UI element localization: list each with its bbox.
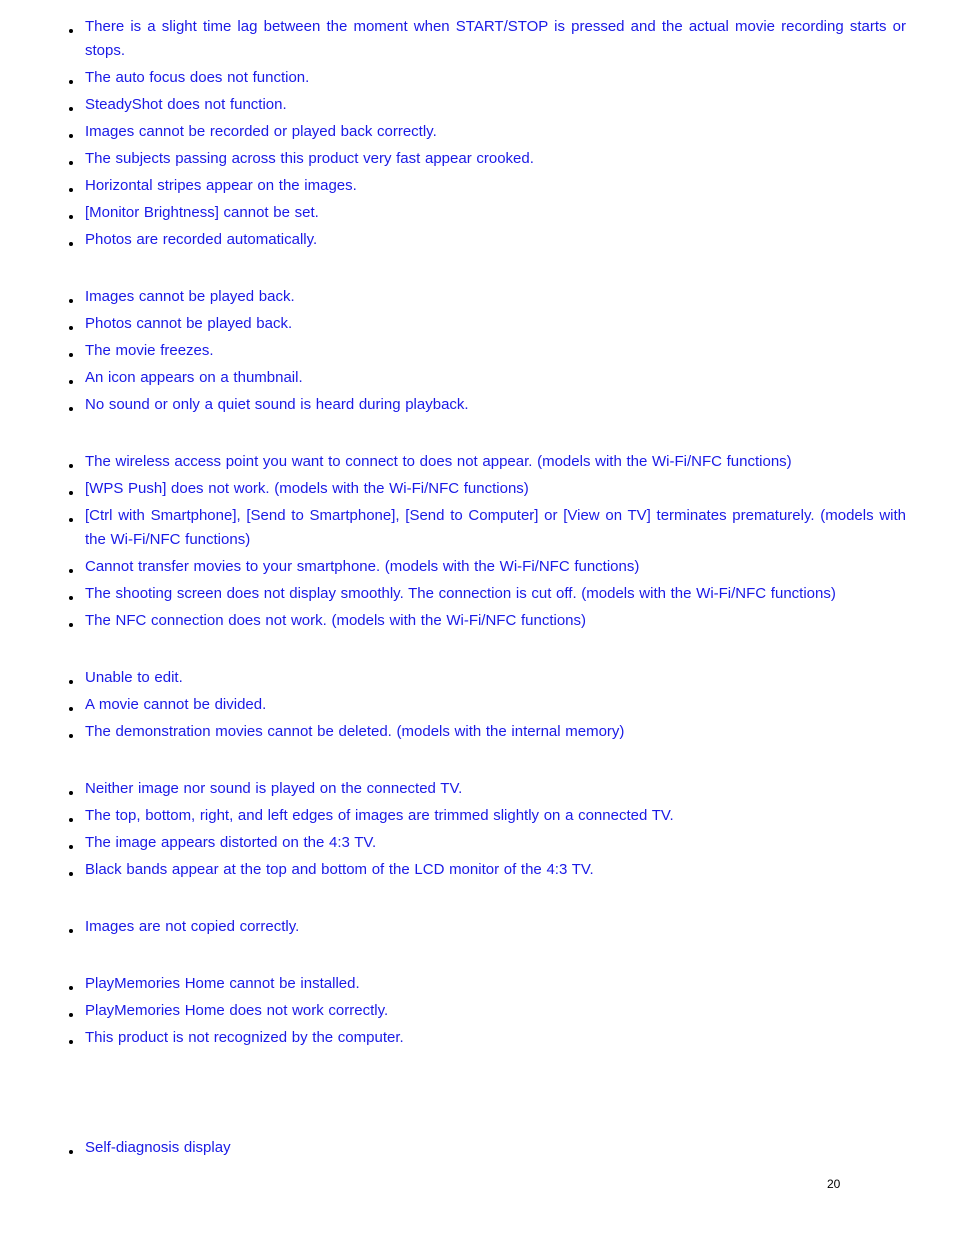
list-item — [66, 312, 906, 336]
topic-link[interactable]: SteadyShot does not function. — [85, 96, 287, 113]
list-item — [66, 339, 906, 363]
topic-link[interactable]: Photos cannot be played back. — [85, 315, 293, 332]
list-item — [66, 147, 906, 171]
page-number: 20 — [827, 1177, 841, 1191]
list-item — [66, 972, 906, 996]
link-list-wifi — [66, 450, 906, 636]
list-item — [66, 66, 906, 90]
topic-link[interactable]: The shooting screen does not display smoothly. The connection is cut off. (models with the Wi-Fi/NFC functions) — [85, 585, 836, 602]
topic-link[interactable]: Images are not copied correctly. — [85, 918, 300, 935]
topic-link[interactable]: There is a slight time lag between the moment when START/STOP is pressed and the actual movie recording starts or stops. — [85, 18, 906, 59]
list-item — [66, 555, 906, 579]
list-item — [66, 285, 906, 309]
list-item — [66, 504, 906, 552]
list-item — [66, 666, 906, 690]
link-list-computer — [66, 972, 906, 1053]
list-item — [66, 720, 906, 744]
topic-link[interactable]: The movie freezes. — [85, 342, 214, 359]
topic-link[interactable]: Neither image nor sound is played on the connected TV. — [85, 780, 463, 797]
list-item — [66, 804, 906, 828]
topic-link[interactable]: An icon appears on a thumbnail. — [85, 369, 303, 386]
list-item — [66, 915, 906, 939]
topic-link[interactable]: Black bands appear at the top and bottom of the LCD monitor of the 4:3 TV. — [85, 861, 594, 878]
list-item — [66, 1026, 906, 1050]
topic-link[interactable]: The demonstration movies cannot be deleted. (models with the internal memory) — [85, 723, 625, 740]
topic-link[interactable]: No sound or only a quiet sound is heard during playback. — [85, 396, 469, 413]
topic-link[interactable]: The NFC connection does not work. (models with the Wi-Fi/NFC functions) — [85, 612, 587, 629]
topic-link[interactable]: [Monitor Brightness] cannot be set. — [85, 204, 319, 221]
link-list-copying — [66, 915, 906, 942]
list-item — [66, 999, 906, 1023]
list-item — [66, 609, 906, 633]
list-item — [66, 777, 906, 801]
list-item — [66, 201, 906, 225]
topic-link[interactable]: Images cannot be recorded or played back correctly. — [85, 123, 437, 140]
topic-link[interactable]: Self-diagnosis display — [85, 1139, 231, 1156]
topic-link[interactable]: Unable to edit. — [85, 669, 183, 686]
list-item — [66, 174, 906, 198]
topic-link[interactable]: The image appears distorted on the 4:3 TV. — [85, 834, 377, 851]
list-item — [66, 1136, 906, 1160]
list-item — [66, 366, 906, 390]
list-item — [66, 450, 906, 474]
list-item — [66, 393, 906, 417]
topic-link[interactable]: PlayMemories Home does not work correctly. — [85, 1002, 389, 1019]
link-list-tv — [66, 777, 906, 885]
topic-link[interactable]: Images cannot be played back. — [85, 288, 295, 305]
topic-link[interactable]: [WPS Push] does not work. (models with the Wi-Fi/NFC functions) — [85, 480, 529, 497]
topic-link[interactable]: The subjects passing across this product very fast appear crooked. — [85, 150, 534, 167]
list-item — [66, 477, 906, 501]
list-item — [66, 831, 906, 855]
topic-link[interactable]: A movie cannot be divided. — [85, 696, 267, 713]
topic-link[interactable]: Horizontal stripes appear on the images. — [85, 177, 357, 194]
link-list-editing — [66, 666, 906, 747]
topic-link[interactable]: This product is not recognized by the computer. — [85, 1029, 404, 1046]
topic-link[interactable]: The auto focus does not function. — [85, 69, 310, 86]
topic-link[interactable]: The wireless access point you want to connect to does not appear. (models with the Wi-Fi/NFC functions) — [85, 453, 792, 470]
topic-link[interactable]: The top, bottom, right, and left edges of images are trimmed slightly on a connected TV. — [85, 807, 674, 824]
list-item — [66, 93, 906, 117]
topic-link[interactable]: [Ctrl with Smartphone], [Send to Smartphone], [Send to Computer] or [View on TV] terminates prematurely. (models with the Wi-Fi/NFC functions) — [85, 507, 906, 548]
topic-link[interactable]: Cannot transfer movies to your smartphone. (models with the Wi-Fi/NFC functions) — [85, 558, 640, 575]
list-item — [66, 120, 906, 144]
list-item — [66, 858, 906, 882]
list-item — [66, 15, 906, 63]
topic-link[interactable]: Photos are recorded automatically. — [85, 231, 318, 248]
list-item — [66, 582, 906, 606]
topic-link[interactable]: PlayMemories Home cannot be installed. — [85, 975, 360, 992]
link-list-playback — [66, 285, 906, 420]
link-list-recording — [66, 15, 906, 255]
list-item — [66, 228, 906, 252]
link-list-diagnosis — [66, 1136, 906, 1163]
list-item — [66, 693, 906, 717]
